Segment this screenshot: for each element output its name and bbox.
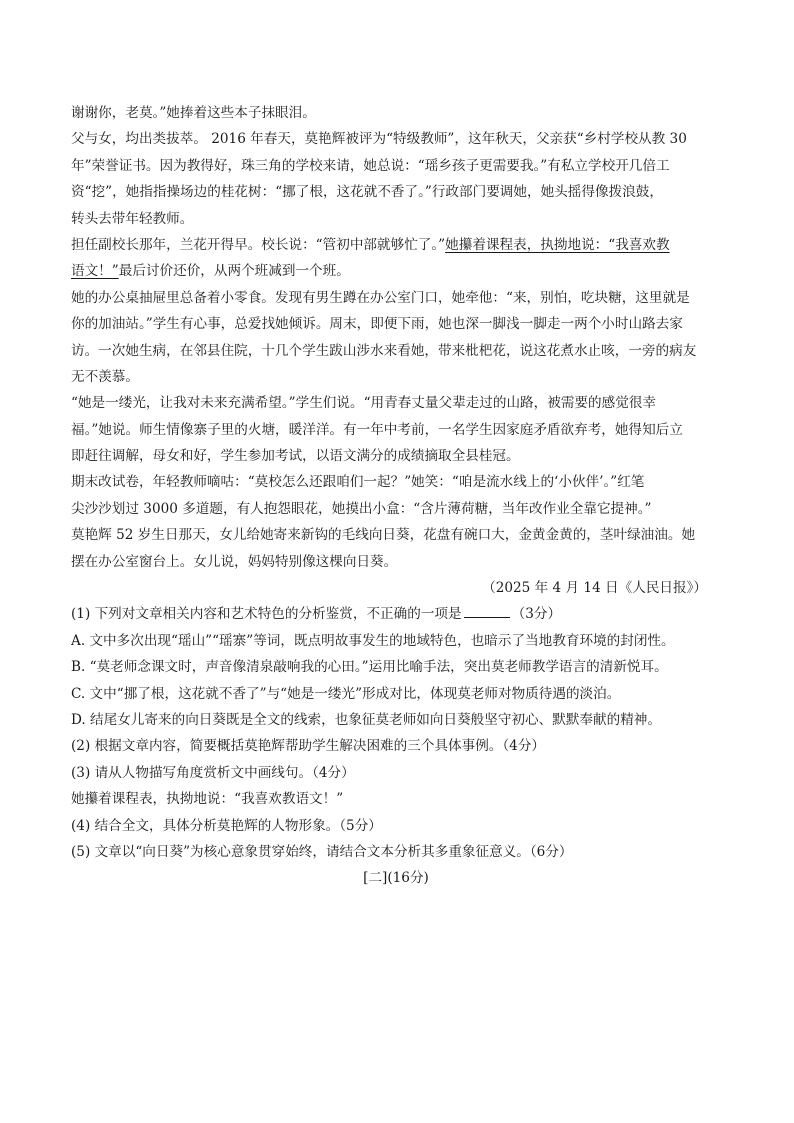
article-line bbox=[71, 258, 721, 284]
article-text: 最后讨价还价，从两个班减到一个班。 bbox=[118, 263, 350, 280]
question-1 bbox=[71, 601, 721, 627]
article-line bbox=[71, 232, 721, 258]
question-score: （3分） bbox=[511, 606, 562, 623]
question-5: (5) 文章以“向日葵”为核心意象贯穿始终，请结合文本分析其多重象征意义。（6分） bbox=[71, 843, 573, 860]
underlined-sentence: 她攥着课程表，执拗地说：“我喜欢教 bbox=[445, 236, 670, 253]
article-text: 担任副校长那年，兰花开得早。校长说：“管初中部就够忙了。” bbox=[71, 236, 446, 253]
answer-blank[interactable] bbox=[464, 603, 510, 618]
article-line: 莫艳辉 52 岁生日那天，女儿给她寄来新钩的毛线向日葵，花盘有碗口大，金黄金黄的，茎叶绿油油。她 bbox=[71, 527, 696, 544]
article-line: 访。一次她生病，在邻县住院，十几个学生跋山涉水来看她，带来枇杷花，说这花煮水止咳，一旁的病友 bbox=[71, 342, 697, 359]
question-3: (3) 请从人物描写角度赏析文中画线句。（4分） bbox=[71, 764, 355, 781]
article-line: 尖沙沙划过 3000 多道题，有人抱怨眼花，她摸出小盒：“含片薄荷糖，当年改作业全靠它提神。” bbox=[71, 500, 652, 517]
article-line: 你的加油站。”学生有心事，总爱找她倾诉。周末，即便下雨，她也深一脚浅一脚走一两个小时山路去家 bbox=[71, 316, 683, 333]
article-line: 她的办公桌抽屉里总备着小零食。发现有男生蹲在办公室门口，她牵他：“来，别怕，吃块糖，这里就是 bbox=[71, 289, 690, 306]
article-line: 摆在办公室窗台上。女儿说，妈妈特别像这棵向日葵。 bbox=[71, 553, 398, 570]
page-content bbox=[71, 100, 721, 892]
question-3-quote: 她攥着课程表，执拗地说：“我喜欢教语文！” bbox=[71, 791, 344, 808]
question-4: (4) 结合全文，具体分析莫艳辉的人物形象。（5分） bbox=[71, 817, 382, 834]
underlined-sentence: 语文！” bbox=[71, 263, 119, 280]
question-text: (1) 下列对文章相关内容和艺术特色的分析鉴赏，不正确的一项是 bbox=[71, 606, 462, 623]
article-line: 谢谢你，老莫。”她捧着这些本子抹眼泪。 bbox=[71, 105, 316, 121]
article-line: 转头去带年轻教师。 bbox=[71, 210, 194, 227]
question-2: (2) 根据文章内容，简要概括莫艳辉帮助学生解决困难的三个具体事例。（4分） bbox=[71, 738, 546, 755]
option-a: A. 文中多次出现“瑶山”“瑶寨”等词，既点明故事发生的地域特色，也暗示了当地教育环境的封闭性。 bbox=[71, 632, 675, 649]
article-line: 即赶往调解，母女和好，学生参加考试，以语文满分的成绩摘取全县桂冠。 bbox=[71, 448, 520, 465]
article-source: （2025 年 4 月 14 日《人民日报》） bbox=[482, 580, 707, 597]
section-heading: [二](16分) bbox=[363, 870, 429, 887]
article-line: 父与女，均出类拔萃。 2016 年春天，莫艳辉被评为“特级教师”，这年秋天，父亲获“乡村学校从教 30 bbox=[71, 131, 687, 148]
article-line: “她是一缕光，让我对未来充满希望。”学生们说。“用青春丈量父辈走过的山路，被需要的感觉很幸 bbox=[71, 395, 656, 412]
article-line: 年”荣誉证书。因为教得好，珠三角的学校来请，她总说：“瑶乡孩子更需要我。”有私立学校开几倍工 bbox=[71, 157, 670, 174]
option-d: D. 结尾女儿寄来的向日葵既是全文的线索，也象征莫老师如向日葵般坚守初心、默默奉献的精神。 bbox=[71, 711, 661, 728]
article-line: 资“挖”，她指指操场边的桂花树：“挪了根，这花就不香了。”行政部门要调她，她头摇得像拨浪鼓， bbox=[71, 184, 663, 201]
article-line: 福。”她说。师生情像寨子里的火塘，暖洋洋。有一年中考前，一名学生因家庭矛盾欲弃考，她得知后立 bbox=[71, 421, 683, 438]
option-c: C. 文中“挪了根，这花就不香了”与“她是一缕光”形成对比，体现莫老师对物质待遇的淡泊。 bbox=[71, 685, 621, 702]
option-b: B. “莫老师念课文时，声音像清泉敲响我的心田。”运用比喻手法，突出莫老师教学语言的清新悦耳。 bbox=[71, 659, 668, 676]
article-line: 无不羡慕。 bbox=[71, 368, 139, 385]
article-line: 期末改试卷，年轻教师嘀咕：“莫校怎么还跟咱们一起？”她笑：“咱是流水线上的‘小伙伴’。”红笔 bbox=[71, 474, 645, 491]
